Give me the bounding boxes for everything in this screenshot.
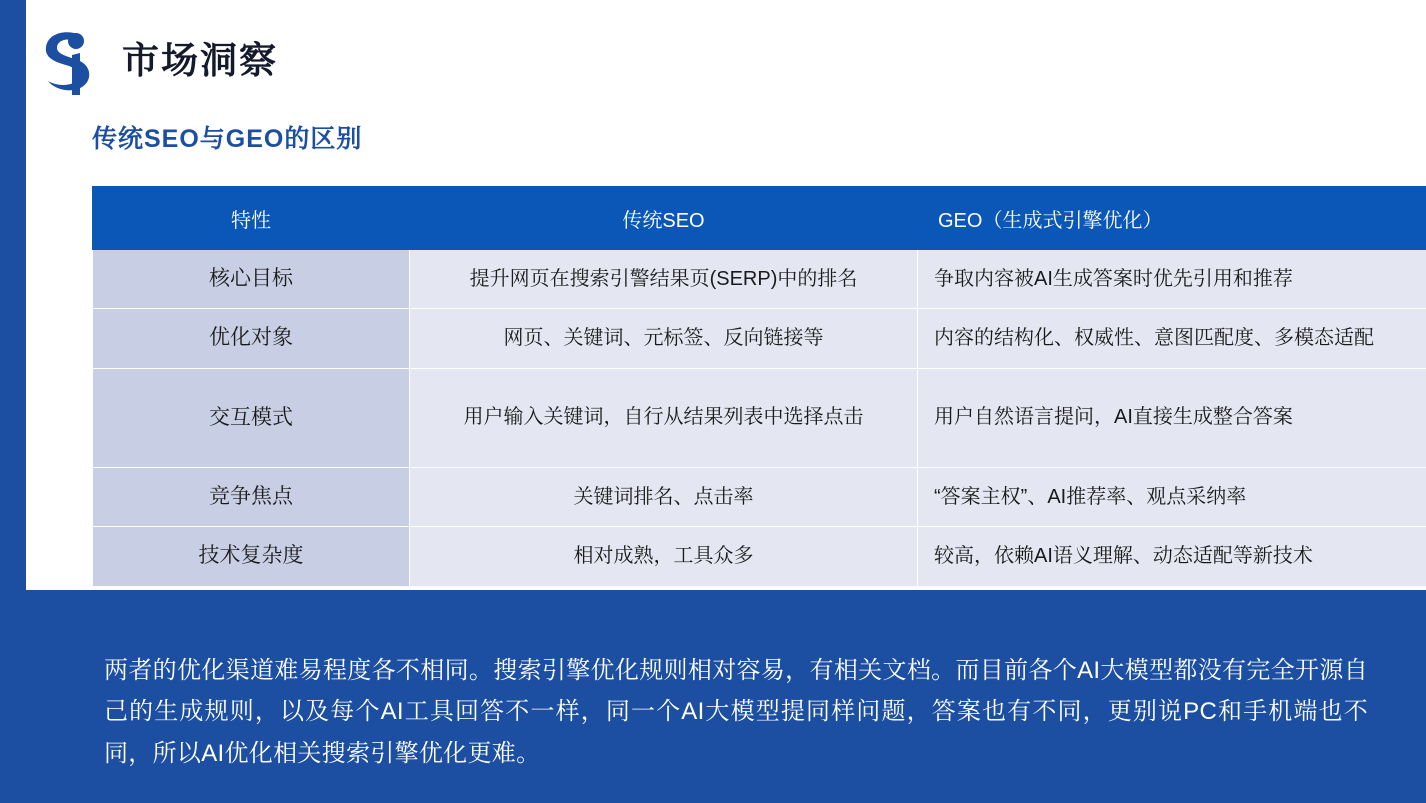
table-header-row xyxy=(93,187,1426,250)
cell-feature: 竞争焦点 xyxy=(93,467,410,526)
table-body xyxy=(93,250,1426,587)
cell-geo: 争取内容被AI生成答案时优先引用和推荐 xyxy=(918,250,1426,309)
column-header-feature: 特性 xyxy=(93,187,410,250)
cell-feature: 技术复杂度 xyxy=(93,527,410,586)
cell-seo: 关键词排名、点击率 xyxy=(410,467,918,526)
section-subtitle: 传统SEO与GEO的区别 xyxy=(92,125,363,153)
cell-seo: 网页、关键词、元标签、反向链接等 xyxy=(410,309,918,368)
table-row xyxy=(93,467,1426,526)
cell-seo: 提升网页在搜索引警结果页(SERP)中的排名 xyxy=(410,250,918,309)
column-header-geo: GEO（生成式引擎优化） xyxy=(918,187,1426,250)
footer-note: 两者的优化渠道难易程度各不相同。搜索引擎优化规则相对容易，有相关文档。而目前各个AI大模型都没有完全开源自己的生成规则，以及每个AI工具回答不一样，同一个AI大模型提同样问题，答案也有不同，更别说PC和手机端也不同，所以AI优化相关搜索引擎优化更难。 xyxy=(104,657,1368,767)
cell-geo: 内容的结构化、权威性、意图匹配度、多模态适配 xyxy=(918,309,1426,368)
s-mark-logo-icon xyxy=(36,25,98,95)
table-row xyxy=(93,368,1426,467)
table-row xyxy=(93,250,1426,309)
cell-feature: 交互模式 xyxy=(93,368,410,467)
cell-seo: 用户输入关键词，自行从结果列表中选择点击 xyxy=(410,368,918,467)
table-row xyxy=(93,527,1426,586)
cell-feature: 优化对象 xyxy=(93,309,410,368)
cell-geo: 较高，依赖AI语义理解、动态适配等新技术 xyxy=(918,527,1426,586)
table-head xyxy=(93,187,1426,250)
cell-seo: 相对成熟，工具众多 xyxy=(410,527,918,586)
comparison-table-wrapper xyxy=(92,186,1403,587)
page-title: 市场洞察 xyxy=(122,39,278,81)
slide-header xyxy=(36,24,278,96)
cell-feature: 核心目标 xyxy=(93,250,410,309)
column-header-seo: 传统SEO xyxy=(410,187,918,250)
cell-geo: 用户自然语言提问，AI直接生成整合答案 xyxy=(918,368,1426,467)
cell-geo: “答案主权”、AI推荐率、观点采纳率 xyxy=(918,467,1426,526)
comparison-table xyxy=(92,186,1426,587)
table-row xyxy=(93,309,1426,368)
